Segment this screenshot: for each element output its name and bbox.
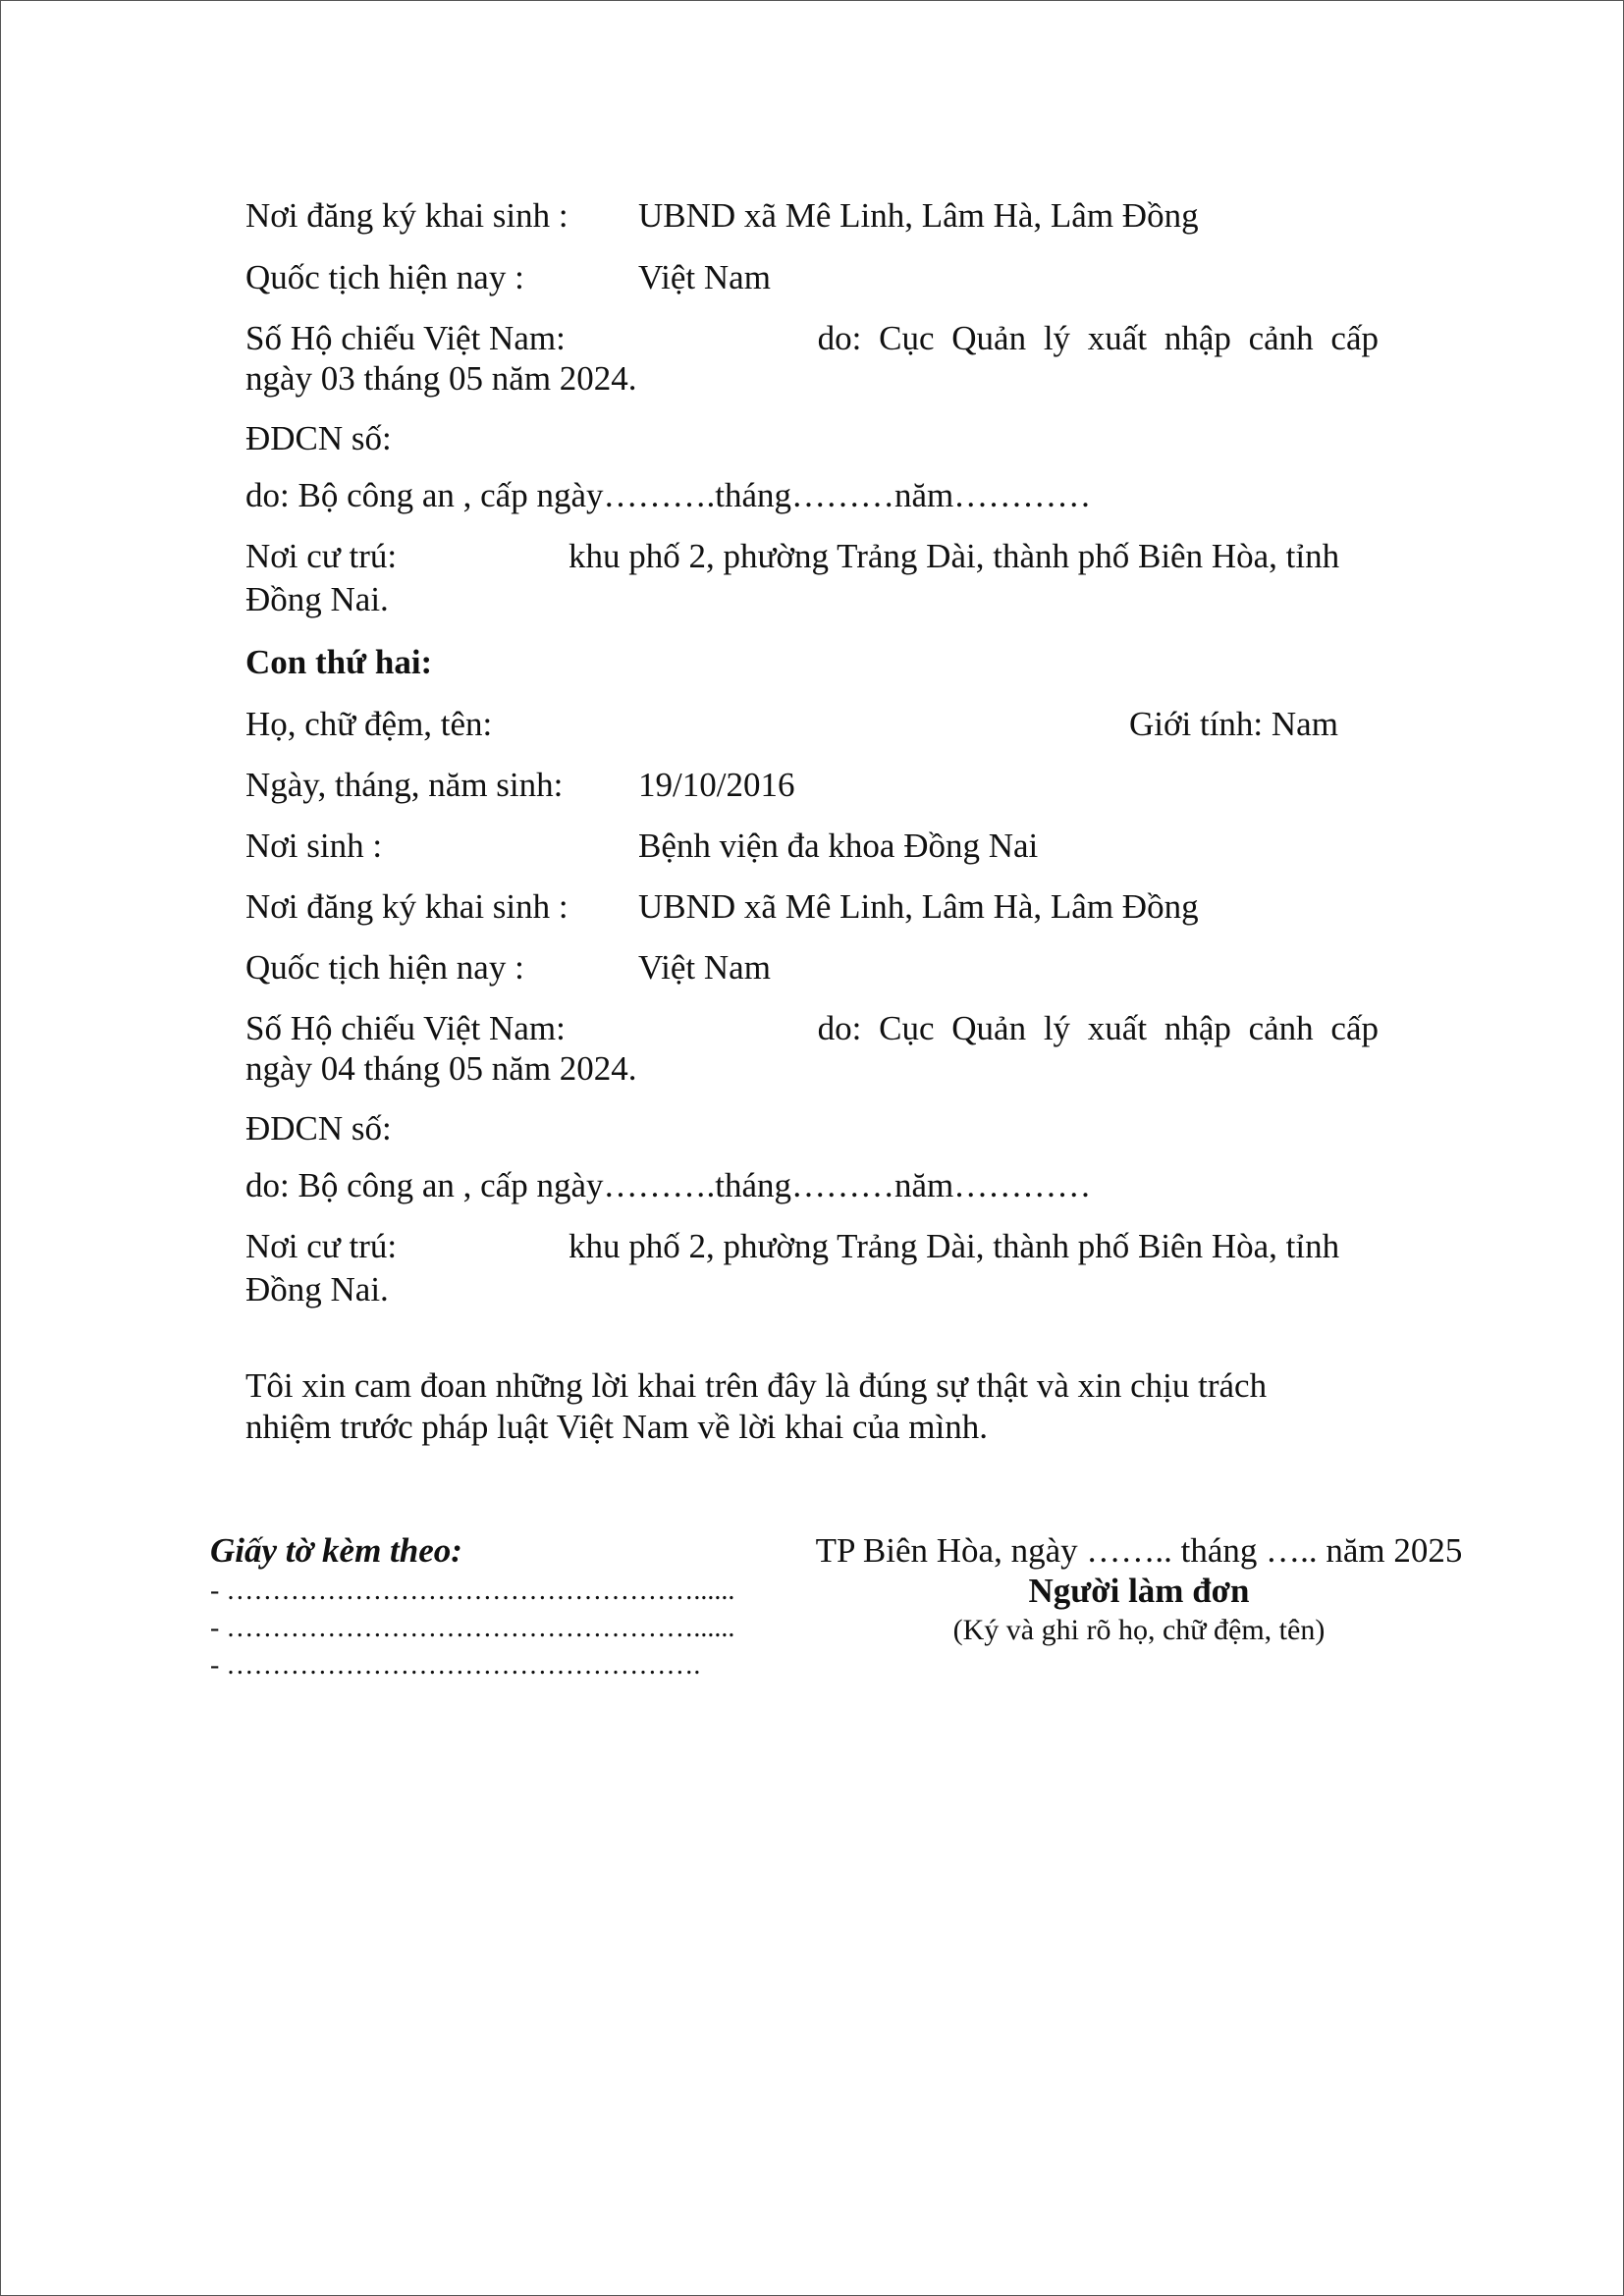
residence-label: Nơi cư trú:	[245, 537, 398, 575]
id-issue: do: Bộ công an , cấp ngày……….tháng………năm…………	[245, 1166, 1092, 1204]
attachments-title: Giấy tờ kèm theo:	[210, 1531, 462, 1570]
birthplace-value: Bệnh viện đa khoa Đồng Nai	[638, 827, 1039, 865]
id-label: ĐDCN số:	[245, 419, 392, 457]
gender-text: Giới tính: Nam	[1129, 705, 1338, 743]
passport-date: ngày 04 tháng 05 năm 2024.	[245, 1049, 637, 1088]
nationality-value: Việt Nam	[638, 258, 771, 296]
dob-label: Ngày, tháng, năm sinh:	[245, 766, 564, 804]
birth-registration-label: Nơi đăng ký khai sinh :	[245, 196, 568, 235]
id-label: ĐDCN số:	[245, 1109, 392, 1148]
attachment-line: - ……………………………………………......	[210, 1613, 735, 1643]
birth-registration-value: UBND xã Mê Linh, Lâm Hà, Lâm Đồng	[638, 887, 1199, 926]
passport-date: ngày 03 tháng 05 năm 2024.	[245, 359, 637, 398]
passport-issuer: do: Cục Quản lý xuất nhập cảnh cấp	[817, 1009, 1379, 1047]
residence-label: Nơi cư trú:	[245, 1227, 398, 1265]
passport-issuer: do: Cục Quản lý xuất nhập cảnh cấp	[817, 319, 1379, 357]
child2-heading: Con thứ hai:	[245, 643, 433, 681]
attachment-line: - ……………………………………………......	[210, 1575, 735, 1606]
residence-value-cont: Đồng Nai.	[245, 1270, 389, 1308]
signature-title: Người làm đơn	[1028, 1572, 1250, 1610]
id-issue: do: Bộ công an , cấp ngày……….tháng………năm…………	[245, 476, 1092, 514]
nationality-label: Quốc tịch hiện nay :	[245, 258, 524, 296]
birth-registration-value: UBND xã Mê Linh, Lâm Hà, Lâm Đồng	[638, 196, 1199, 235]
signature-note: (Ký và ghi rõ họ, chữ đệm, tên)	[952, 1614, 1326, 1646]
birth-registration-label: Nơi đăng ký khai sinh :	[245, 887, 568, 926]
residence-value: khu phố 2, phường Trảng Dài, thành phố Biên Hòa, tỉnh	[568, 1227, 1340, 1265]
name-label: Họ, chữ đệm, tên:	[245, 705, 493, 743]
place-date: TP Biên Hòa, ngày …….. tháng ….. năm 2025	[815, 1531, 1463, 1570]
birthplace-label: Nơi sinh :	[245, 827, 383, 865]
residence-value: khu phố 2, phường Trảng Dài, thành phố Biên Hòa, tỉnh	[568, 537, 1340, 575]
nationality-label: Quốc tịch hiện nay :	[245, 948, 524, 987]
passport-label: Số Hộ chiếu Việt Nam:	[245, 1009, 566, 1047]
residence-value-cont: Đồng Nai.	[245, 580, 389, 618]
nationality-value: Việt Nam	[638, 948, 771, 987]
attachment-line: - …………………………………………….	[210, 1650, 701, 1681]
passport-label: Số Hộ chiếu Việt Nam:	[245, 319, 566, 357]
dob-value: 19/10/2016	[638, 766, 795, 804]
